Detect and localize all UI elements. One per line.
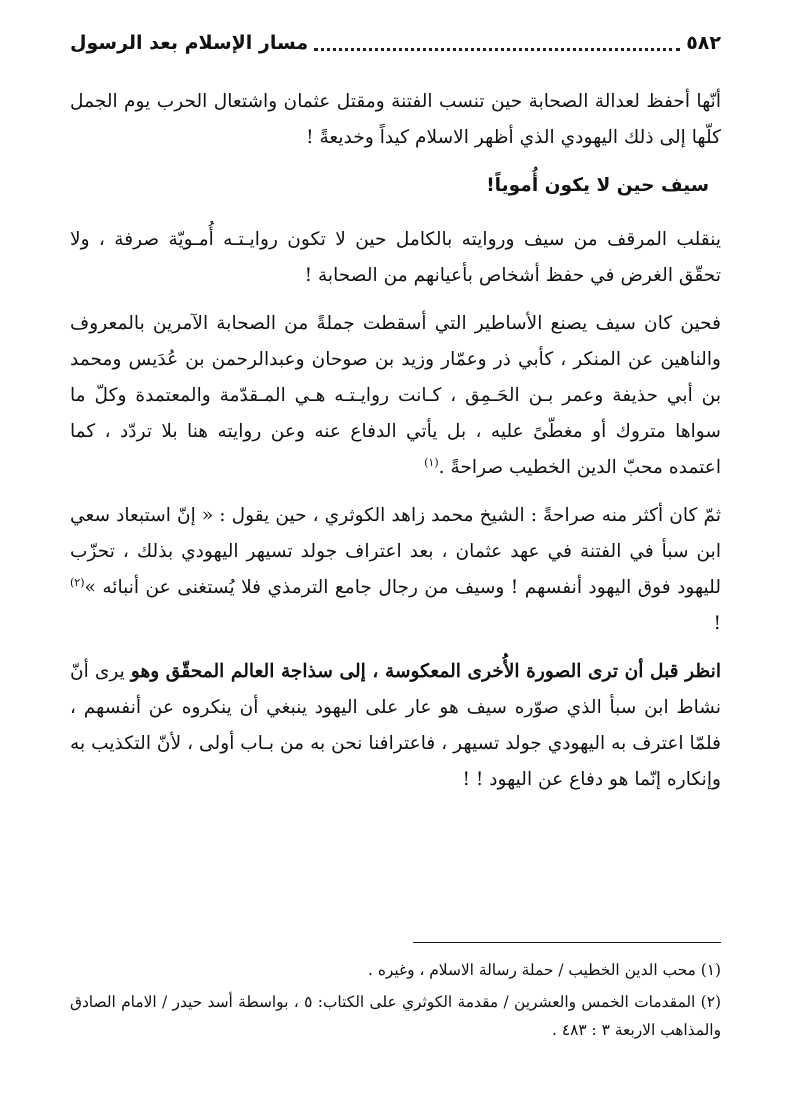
paragraph-2: ينقلب المرقف من سيف وروايته بالكامل حين لا تكون روايـتـه أُمـويّة صرفة ، ولا تحقّق الغرض في حفظ أشخاص بأعيانهم من الصحابة ! (70, 229, 721, 286)
footnote-ref-1: (١) (424, 455, 439, 469)
paragraph-4-end: ! (713, 613, 721, 634)
header-dot-leader (314, 48, 680, 51)
running-header (70, 28, 721, 58)
footnote-ref-2: (٢) (70, 575, 85, 589)
footnote-2: (٢) المقدمات الخمس والعشرين / مقدمة الكوثري على الكتاب: ٥ ، بواسطة أسد حيدر / الامام الصادق والمذاهب الاربعة ٣ : ٤٨٣ . (70, 993, 721, 1039)
footnote-divider (413, 942, 721, 943)
paragraph-5-text: يرى أنّ نشاط ابن سبأ الذي صوّره سيف هو عار على اليهود ينبغي أن ينكروه عن أنفسهم ، فلمّا اعترف به اليهودي جولد تسيهر ، فاعترافنا نحن به من بـاب أولى ، لأنّ التكذيب به وإنكاره إنّما هو دفاع عن اليهود ! ! (70, 661, 721, 790)
paragraph-3-text: فحين كان سيف يصنع الأساطير التي أسقطت جملةً من الصحابة الآمرين بالمعروف والناهين عن المنكر ، كأبي ذر وعمّار وزيد بن صوحان وعبدالرحمن بن عُدَيس ومحمد بن أبي حذيفة وعمر بـن الحَـمِق ، كـانت روايـتـه هـي المـقدّمة والمعتمدة وكلّ ما سواها متروك أو مغطّىً عليه ، بل يأتي الدفاع عنه وعن روايته هنا بلا تردّد ، كما اعتمده محبّ الدين الخطيب صراحةً . (70, 313, 721, 478)
paragraph-1: أنّها أحفظ لعدالة الصحابة حين تنسب الفتنة ومقتل عثمان واشتعال الحرب يوم الجمل كلّها إلى ذلك اليهودي الذي أظهر الاسلام كيداً وخديعةً ! (70, 91, 721, 148)
footnotes (70, 956, 721, 1048)
paragraph-5 (70, 654, 721, 798)
page-number: ٥٨٢ (686, 32, 721, 54)
main-text (70, 84, 721, 810)
paragraph-4 (70, 498, 721, 642)
section-heading: سيف حين لا يكون أُموياً! (486, 175, 709, 196)
paragraph-5-lead: انظر قبل أن ترى الصورة الأُخرى المعكوسة ، إلى سذاجة العالم المحقّق وهو (130, 661, 721, 682)
paragraph-4-text: ثمّ كان أكثر منه صراحةً : الشيخ محمد زاهد الكوثري ، حين يقول : « إنّ استبعاد سعي ابن سبأ في الفتنة في عهد عثمان ، بعد اعتراف جولد تسيهر اليهودي بذلك ، تحزّب لليهود فوق اليهود أنفسهم ! وسيف من رجال جامع الترمذي فلا يُستغنى عن أنبائه » (70, 505, 721, 598)
footnote-1: (١) محب الدين الخطيب / حملة رسالة الاسلام ، وغيره . (368, 961, 721, 979)
running-title: مسار الإسلام بعد الرسول (70, 32, 309, 54)
paragraph-3 (70, 306, 721, 486)
